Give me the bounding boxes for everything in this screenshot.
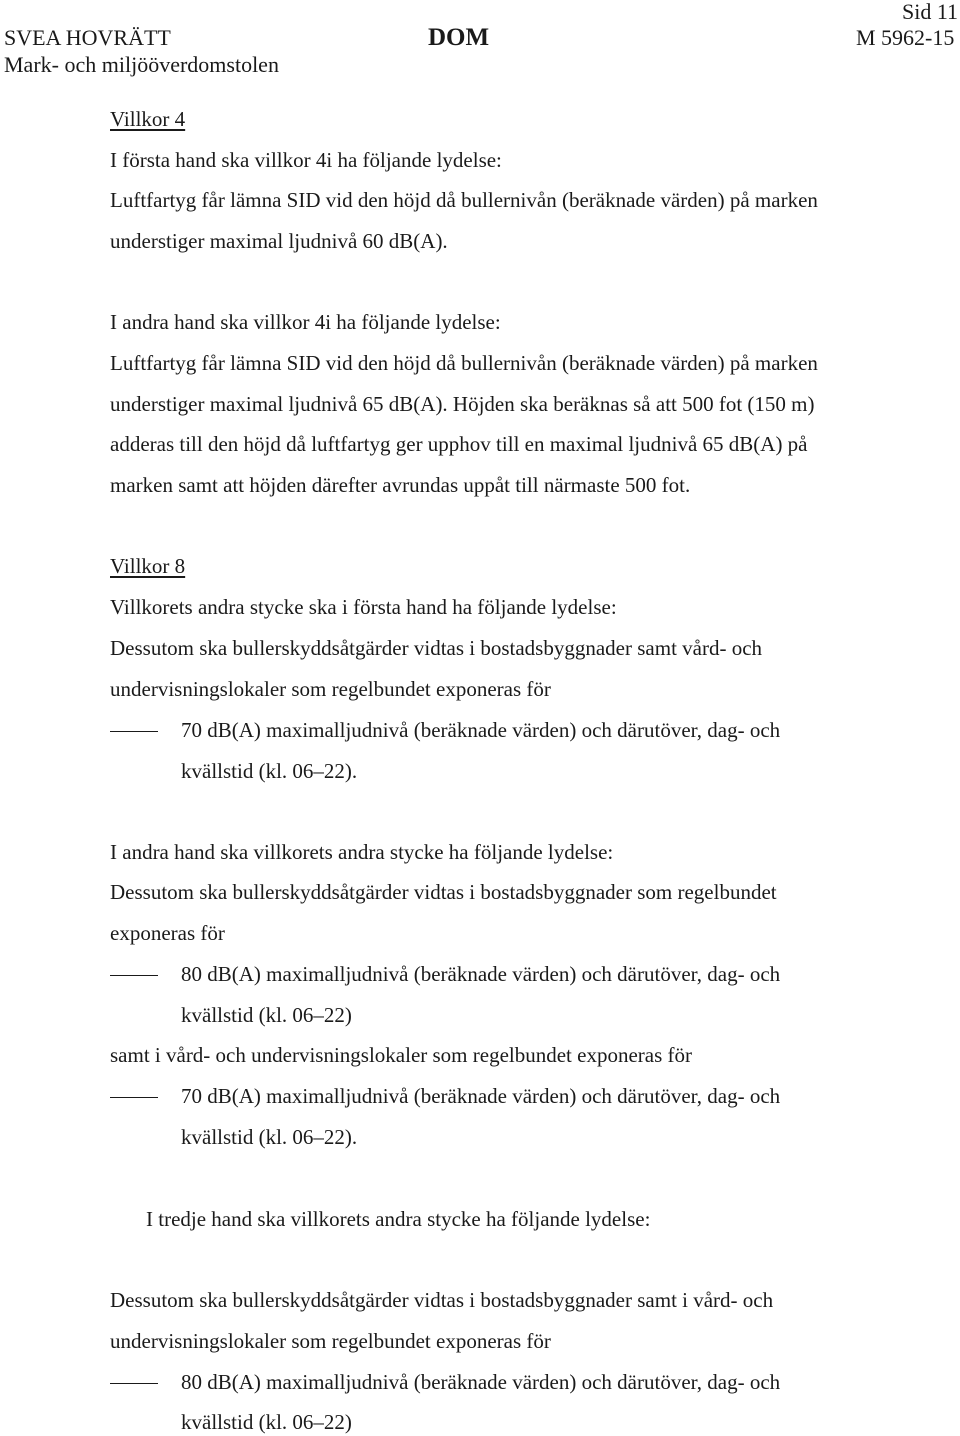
villkor8-second-line: exponeras för: [110, 921, 225, 945]
bullet-item-line: kvällstid (kl. 06–22).: [181, 759, 358, 783]
villkor4-second-line: marken samt att höjden därefter avrundas uppåt till närmaste 500 fot.: [110, 473, 691, 497]
villkor4-heading: Villkor 4: [110, 107, 186, 131]
villkor8-second-line: samt i vård- och undervisningslokaler som regelbundet exponeras för: [110, 1043, 693, 1067]
dash-bullet: [110, 731, 158, 732]
dash-bullet: [110, 975, 158, 976]
bullet-item-line: kvällstid (kl. 06–22): [181, 1003, 352, 1027]
bullet-item-line: kvällstid (kl. 06–22).: [181, 1125, 358, 1149]
court-name: SVEA HOVRÄTT: [4, 25, 171, 50]
villkor4-first-line: Luftfartyg får lämna SID vid den höjd då bullernivån (beräknade värden) på marken: [110, 188, 818, 212]
villkor4-second-line: adderas till den höjd då luftfartyg ger upphov till en maximal ljudnivå 65 dB(A) på: [110, 432, 808, 456]
villkor4-second-line: understiger maximal ljudnivå 65 dB(A). Höjden ska beräknas så att 500 fot (150 m): [110, 392, 815, 416]
dash-bullet: [110, 1097, 158, 1098]
villkor4-second-intro: I andra hand ska villkor 4i ha följande lydelse:: [110, 310, 501, 334]
bullet-item-line: 80 dB(A) maximalljudnivå (beräknade värden) och därutöver, dag- och: [181, 962, 781, 986]
villkor8-second-line: Dessutom ska bullerskyddsåtgärder vidtas i bostadsbyggnader som regelbundet: [110, 880, 777, 904]
bullet-item-line: 80 dB(A) maximalljudnivå (beräknade värden) och därutöver, dag- och: [181, 1370, 781, 1394]
villkor8-third-intro: I tredje hand ska villkorets andra stycke ha följande lydelse:: [146, 1207, 651, 1231]
case-number: M 5962-15: [856, 25, 955, 50]
villkor8-heading: Villkor 8: [110, 554, 186, 578]
villkor8-second-intro: I andra hand ska villkorets andra stycke ha följande lydelse:: [110, 840, 614, 864]
villkor4-second-line: Luftfartyg får lämna SID vid den höjd då bullernivån (beräknade värden) på marken: [110, 351, 818, 375]
villkor4-first-line: understiger maximal ljudnivå 60 dB(A).: [110, 229, 448, 253]
dash-bullet: [110, 1383, 158, 1384]
villkor8-third-line: Dessutom ska bullerskyddsåtgärder vidtas i bostadsbyggnader samt i vård- och: [110, 1288, 774, 1312]
villkor8-first-line: Dessutom ska bullerskyddsåtgärder vidtas i bostadsbyggnader samt vård- och: [110, 636, 763, 660]
document-type: DOM: [428, 24, 490, 51]
villkor8-third-line: undervisningslokaler som regelbundet exponeras för: [110, 1329, 551, 1353]
villkor4-first-intro: I första hand ska villkor 4i ha följande lydelse:: [110, 148, 502, 172]
bullet-item-line: 70 dB(A) maximalljudnivå (beräknade värden) och därutöver, dag- och: [181, 1084, 781, 1108]
bullet-item-line: 70 dB(A) maximalljudnivå (beräknade värden) och därutöver, dag- och: [181, 718, 781, 742]
villkor8-first-line: undervisningslokaler som regelbundet exponeras för: [110, 677, 551, 701]
villkor8-first-intro: Villkorets andra stycke ska i första hand ha följande lydelse:: [110, 595, 617, 619]
bullet-item-line: kvällstid (kl. 06–22): [181, 1410, 352, 1434]
page-number: Sid 11: [902, 0, 959, 24]
court-division: Mark- och miljööverdomstolen: [4, 52, 279, 77]
